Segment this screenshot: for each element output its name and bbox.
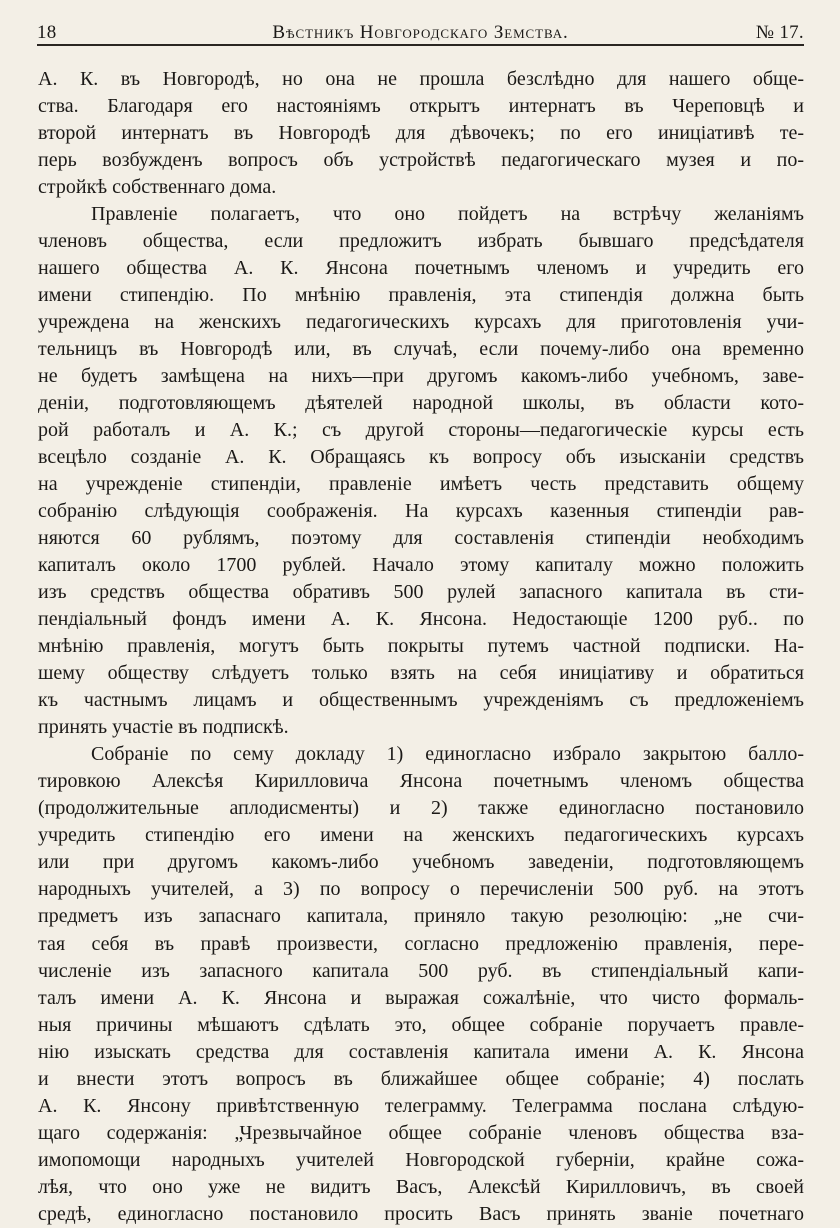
text-line: пендіальный фондъ имени А. К. Янсона. Недостающіе 1200 руб.. по [38, 608, 804, 631]
text-line: ныя причины мѣшаютъ сдѣлать это, общее собраніе поручаетъ правле- [38, 1013, 804, 1036]
text-line: средѣ, единогласно постановило просить Васъ принять званіе почетнаго [38, 1202, 804, 1225]
text-line: нашего общества А. К. Янсона почетнымъ членомъ и учредить его [38, 257, 804, 280]
text-line: на учрежденіе стипендіи, правленіе имѣетъ честь представить общему [38, 473, 804, 496]
text-line: талъ имени А. К. Янсона и выражая сожалѣніе, что чисто формаль- [38, 986, 804, 1009]
text-line: А. К. въ Новгородѣ, но она не прошла безслѣдно для нашего обще- [38, 68, 804, 90]
text-line: и внести этотъ вопросъ въ ближайшее общее собраніе; 4) послать [38, 1067, 804, 1090]
text-line: учредить стипендію его имени на женскихъ педагогическихъ курсахъ [38, 824, 804, 847]
text-line: А. К. Янсону привѣтственную телеграмму. Телеграмма послана слѣдую- [38, 1094, 804, 1117]
text-line: численіе изъ запасного капитала 500 руб. въ стипендіальный капи- [38, 959, 804, 982]
text-line: тельницъ въ Новгородѣ или, въ случаѣ, если почему-либо она временно [38, 338, 804, 361]
text-line: лѣя, что оно уже не видитъ Васъ, Алексѣй Кирилловичъ, въ своей [38, 1175, 804, 1198]
text-line: изъ средствъ общества обративъ 500 рулей запасного капитала въ сти- [38, 581, 804, 604]
text-line: народныхъ учителей, а 3) по вопросу о перечисленіи 500 руб. на этотъ [38, 878, 804, 901]
text-line: имени стипендію. По мнѣнію правленія, эта стипендія должна быть [38, 284, 804, 307]
text-line: не будетъ замѣщена на нихъ—при другомъ какомъ-либо учебномъ, заве- [38, 365, 804, 388]
text-line: ства. Благодаря его настояніямъ открытъ интернатъ въ Череповцѣ и [38, 95, 804, 118]
text-line: принять участіе въ подпискѣ. [38, 716, 289, 739]
journal-title: Вѣстникъ Новгородскаго Земства. [272, 22, 569, 43]
text-line: шему обществу слѣдуетъ только взять на себя иниціативу и обратиться [38, 662, 804, 685]
text-line: (продолжительные аплодисменты) и 2) также единогласно постановило [38, 797, 804, 820]
text-line: тая себя въ правѣ произвести, согласно предложенію правленія, пере- [38, 932, 804, 955]
text-line: собранію слѣдующія соображенія. На курсахъ казенныя стипендіи рав- [38, 500, 804, 523]
text-line: второй интернатъ въ Новгородѣ для дѣвочекъ; по его иниціативѣ те- [38, 122, 804, 145]
text-line: учреждена на женскихъ педагогическихъ курсахъ для приготовленія учи- [38, 311, 804, 334]
body-text [38, 66, 804, 1228]
text-line: рой работалъ и А. К.; съ другой стороны—педагогическіе курсы есть [38, 419, 804, 442]
text-line: Правленіе полагаетъ, что оно пойдетъ на встрѣчу желаніямъ [91, 203, 804, 226]
header-rule [37, 44, 804, 46]
text-line: капиталъ около 1700 рублей. Начало этому капиталу можно положить [38, 554, 804, 577]
text-line: всецѣло созданіе А. К. Обращаясь къ вопросу объ изысканіи средствъ [38, 446, 804, 469]
text-line: имопомощи народныхъ учителей Новгородской губерніи, крайне сожа- [38, 1148, 804, 1171]
issue-number: № 17. [755, 22, 804, 43]
text-line: членовъ общества, если предложитъ избрать бывшаго предсѣдателя [38, 230, 804, 253]
text-line: предметъ изъ запаснаго капитала, приняло такую резолюцію: „не счи- [38, 905, 804, 928]
text-line: мнѣнію правленія, могутъ быть покрыты путемъ частной подписки. На- [38, 635, 804, 658]
text-line: къ частнымъ лицамъ и общественнымъ учрежденіямъ съ предложеніемъ [38, 689, 804, 712]
text-line: или при другомъ какомъ-либо учебномъ заведеніи, подготовляющемъ [38, 851, 804, 874]
text-line: тировкою Алексѣя Кирилловича Янсона почетнымъ членомъ общества [38, 770, 804, 793]
running-header [37, 18, 804, 52]
page-number: 18 [37, 22, 57, 43]
text-line: Собраніе по сему докладу 1) единогласно избрало закрытою балло- [91, 743, 804, 766]
text-line: деніи, подготовляющемъ дѣятелей народной школы, въ области кото- [38, 392, 804, 415]
text-line: стройкѣ собственнаго дома. [38, 176, 277, 199]
text-line: нію изыскать средства для составленія капитала имени А. К. Янсона [38, 1040, 804, 1063]
text-line: перь возбужденъ вопросъ объ устройствѣ педагогическаго музея и по- [38, 149, 804, 172]
text-line: няются 60 рублямъ, поэтому для составленія стипендіи необходимъ [38, 527, 804, 550]
text-line: щаго содержанія: „Чрезвычайное общее собраніе членовъ общества вза- [38, 1121, 804, 1144]
